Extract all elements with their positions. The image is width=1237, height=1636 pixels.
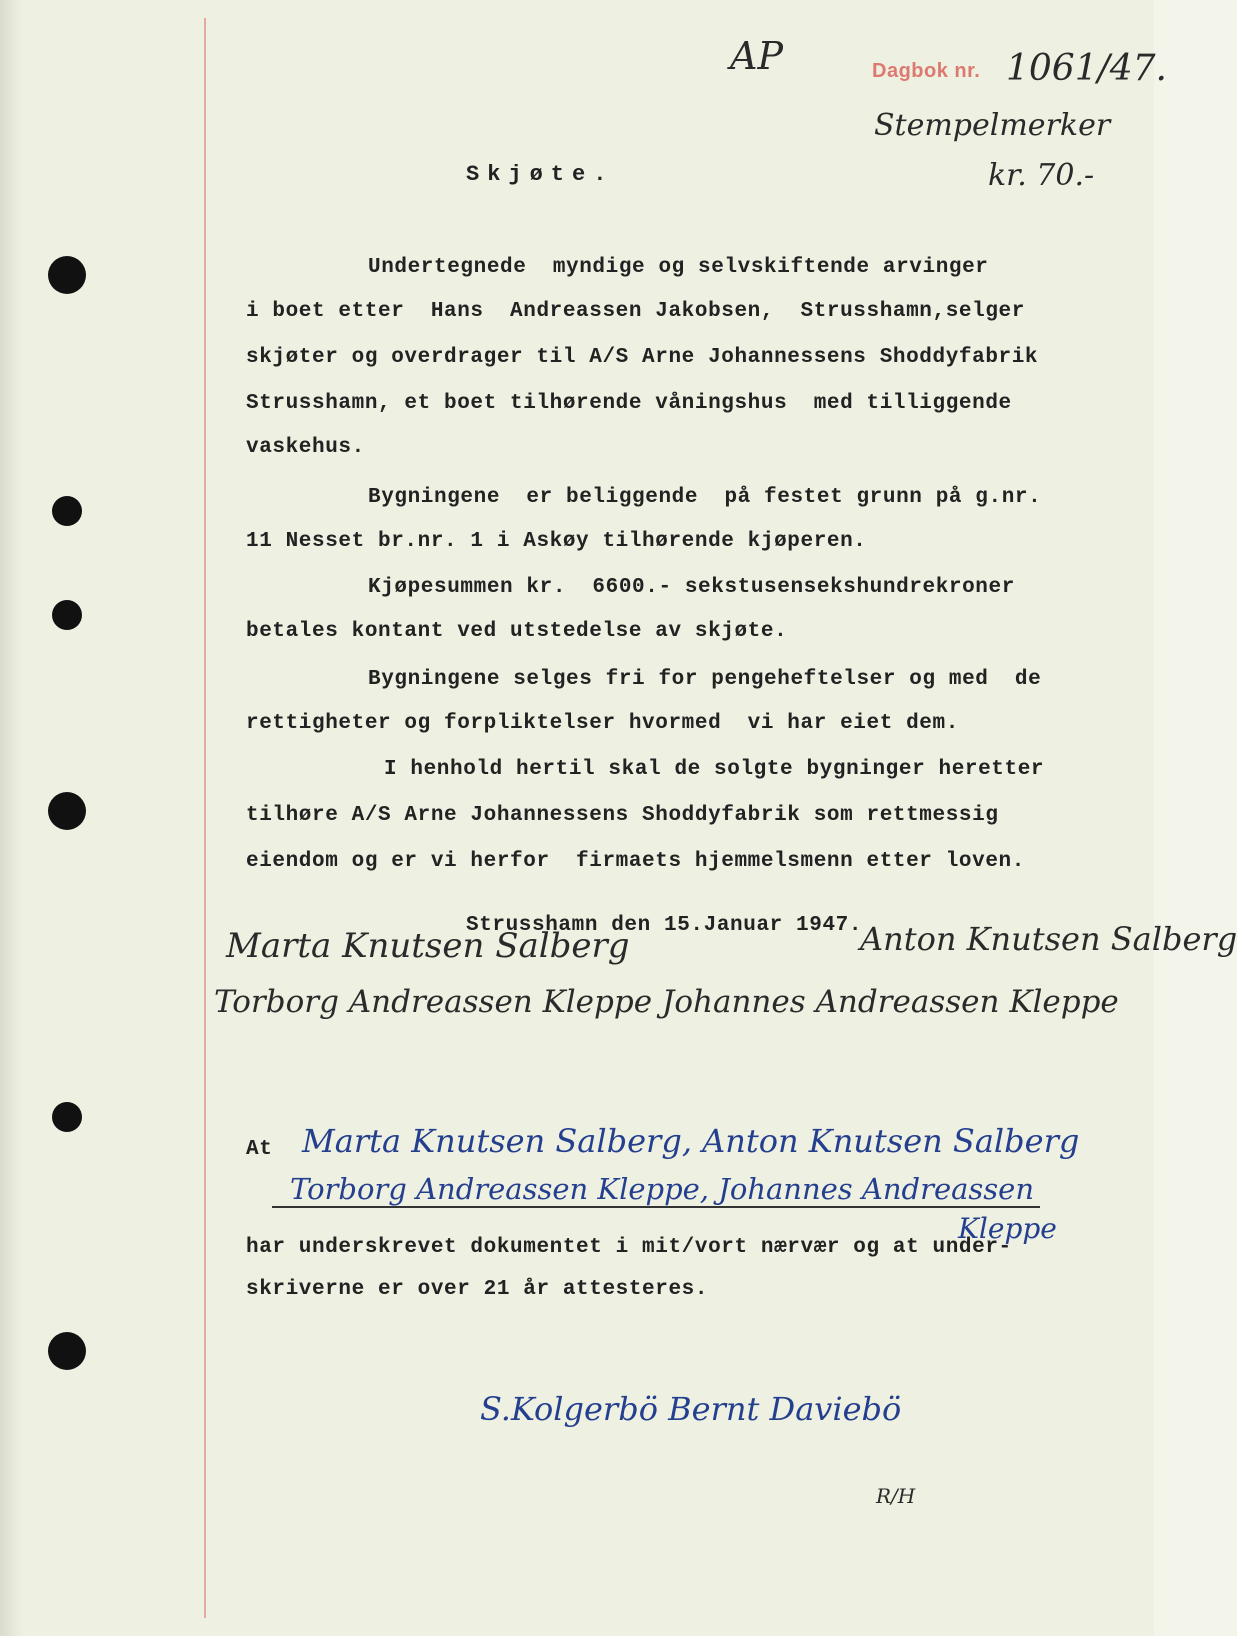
punch-hole: [52, 496, 82, 526]
document-title: Skjøte.: [466, 162, 615, 187]
body-line: Undertegnede myndige og selvskiftende arvinger: [368, 256, 989, 279]
body-line: Kjøpesummen kr. 6600.- sekstusensekshundrekroner: [368, 576, 1015, 599]
attestation-underline: [272, 1206, 1040, 1208]
page-edge-shadow: [0, 0, 22, 1636]
punch-hole: [52, 1102, 82, 1132]
witness-signatures: S.Kolgerbö Bernt Daviebö: [480, 1390, 902, 1428]
body-line: tilhøre A/S Arne Johannessens Shoddyfabrik som rettmessig: [246, 804, 999, 827]
punch-hole: [52, 600, 82, 630]
place-date: Strusshamn den 15.Januar 1947.: [466, 914, 863, 937]
register-number: 1061/47.: [1006, 48, 1167, 89]
body-line: vaskehus.: [246, 436, 365, 459]
dagbok-stamp: Dagbok nr.: [872, 60, 981, 82]
stamp-fee-amount: kr. 70.-: [988, 158, 1095, 193]
initials-mark: AP: [730, 34, 784, 78]
signature-torborg-johannes: Torborg Andreassen Kleppe Johannes Andreassen Kleppe: [214, 984, 1119, 1020]
signature-anton: Anton Knutsen Salberg: [860, 920, 1237, 958]
body-line: skjøter og overdrager til A/S Arne Johannessens Shoddyfabrik: [246, 346, 1039, 369]
margin-rule: [204, 18, 206, 1618]
punch-hole: [48, 1332, 86, 1370]
attestation-prefix: At: [246, 1138, 273, 1161]
body-line: Bygningene er beliggende på festet grunn på g.nr.: [368, 486, 1042, 509]
body-line: eiendom og er vi herfor firmaets hjemmelsmenn etter loven.: [246, 850, 1025, 873]
body-line: Bygningene selges fri for pengeheftelser og med de: [368, 668, 1042, 691]
attested-names-line1: Marta Knutsen Salberg, Anton Knutsen Salberg: [302, 1122, 1080, 1160]
body-line: rettigheter og forpliktelser hvormed vi har eiet dem.: [246, 712, 959, 735]
body-line: I henhold hertil skal de solgte bygninger heretter: [384, 758, 1045, 781]
body-line: betales kontant ved utstedelse av skjøte.: [246, 620, 788, 643]
body-line: Strusshamn, et boet tilhørende våningshus med tilliggende: [246, 392, 1012, 415]
signature-marta: Marta Knutsen Salberg: [226, 926, 630, 966]
body-line: i boet etter Hans Andreassen Jakobsen, Strusshamn,selger: [246, 300, 1025, 323]
punch-hole: [48, 256, 86, 294]
attestation-text: har underskrevet dokumentet i mit/vort nærvær og at under-: [246, 1236, 1012, 1259]
punch-hole: [48, 792, 86, 830]
attested-names-line3: Kleppe: [958, 1212, 1057, 1245]
body-line: 11 Nesset br.nr. 1 i Askøy tilhørende kjøperen.: [246, 530, 867, 553]
stamp-fee-label: Stempelmerker: [874, 108, 1111, 143]
attestation-text: skriverne er over 21 år attesteres.: [246, 1278, 709, 1301]
footer-initials: R/H: [876, 1484, 916, 1508]
attested-names-line2: Torborg Andreassen Kleppe, Johannes Andreassen: [290, 1172, 1035, 1206]
